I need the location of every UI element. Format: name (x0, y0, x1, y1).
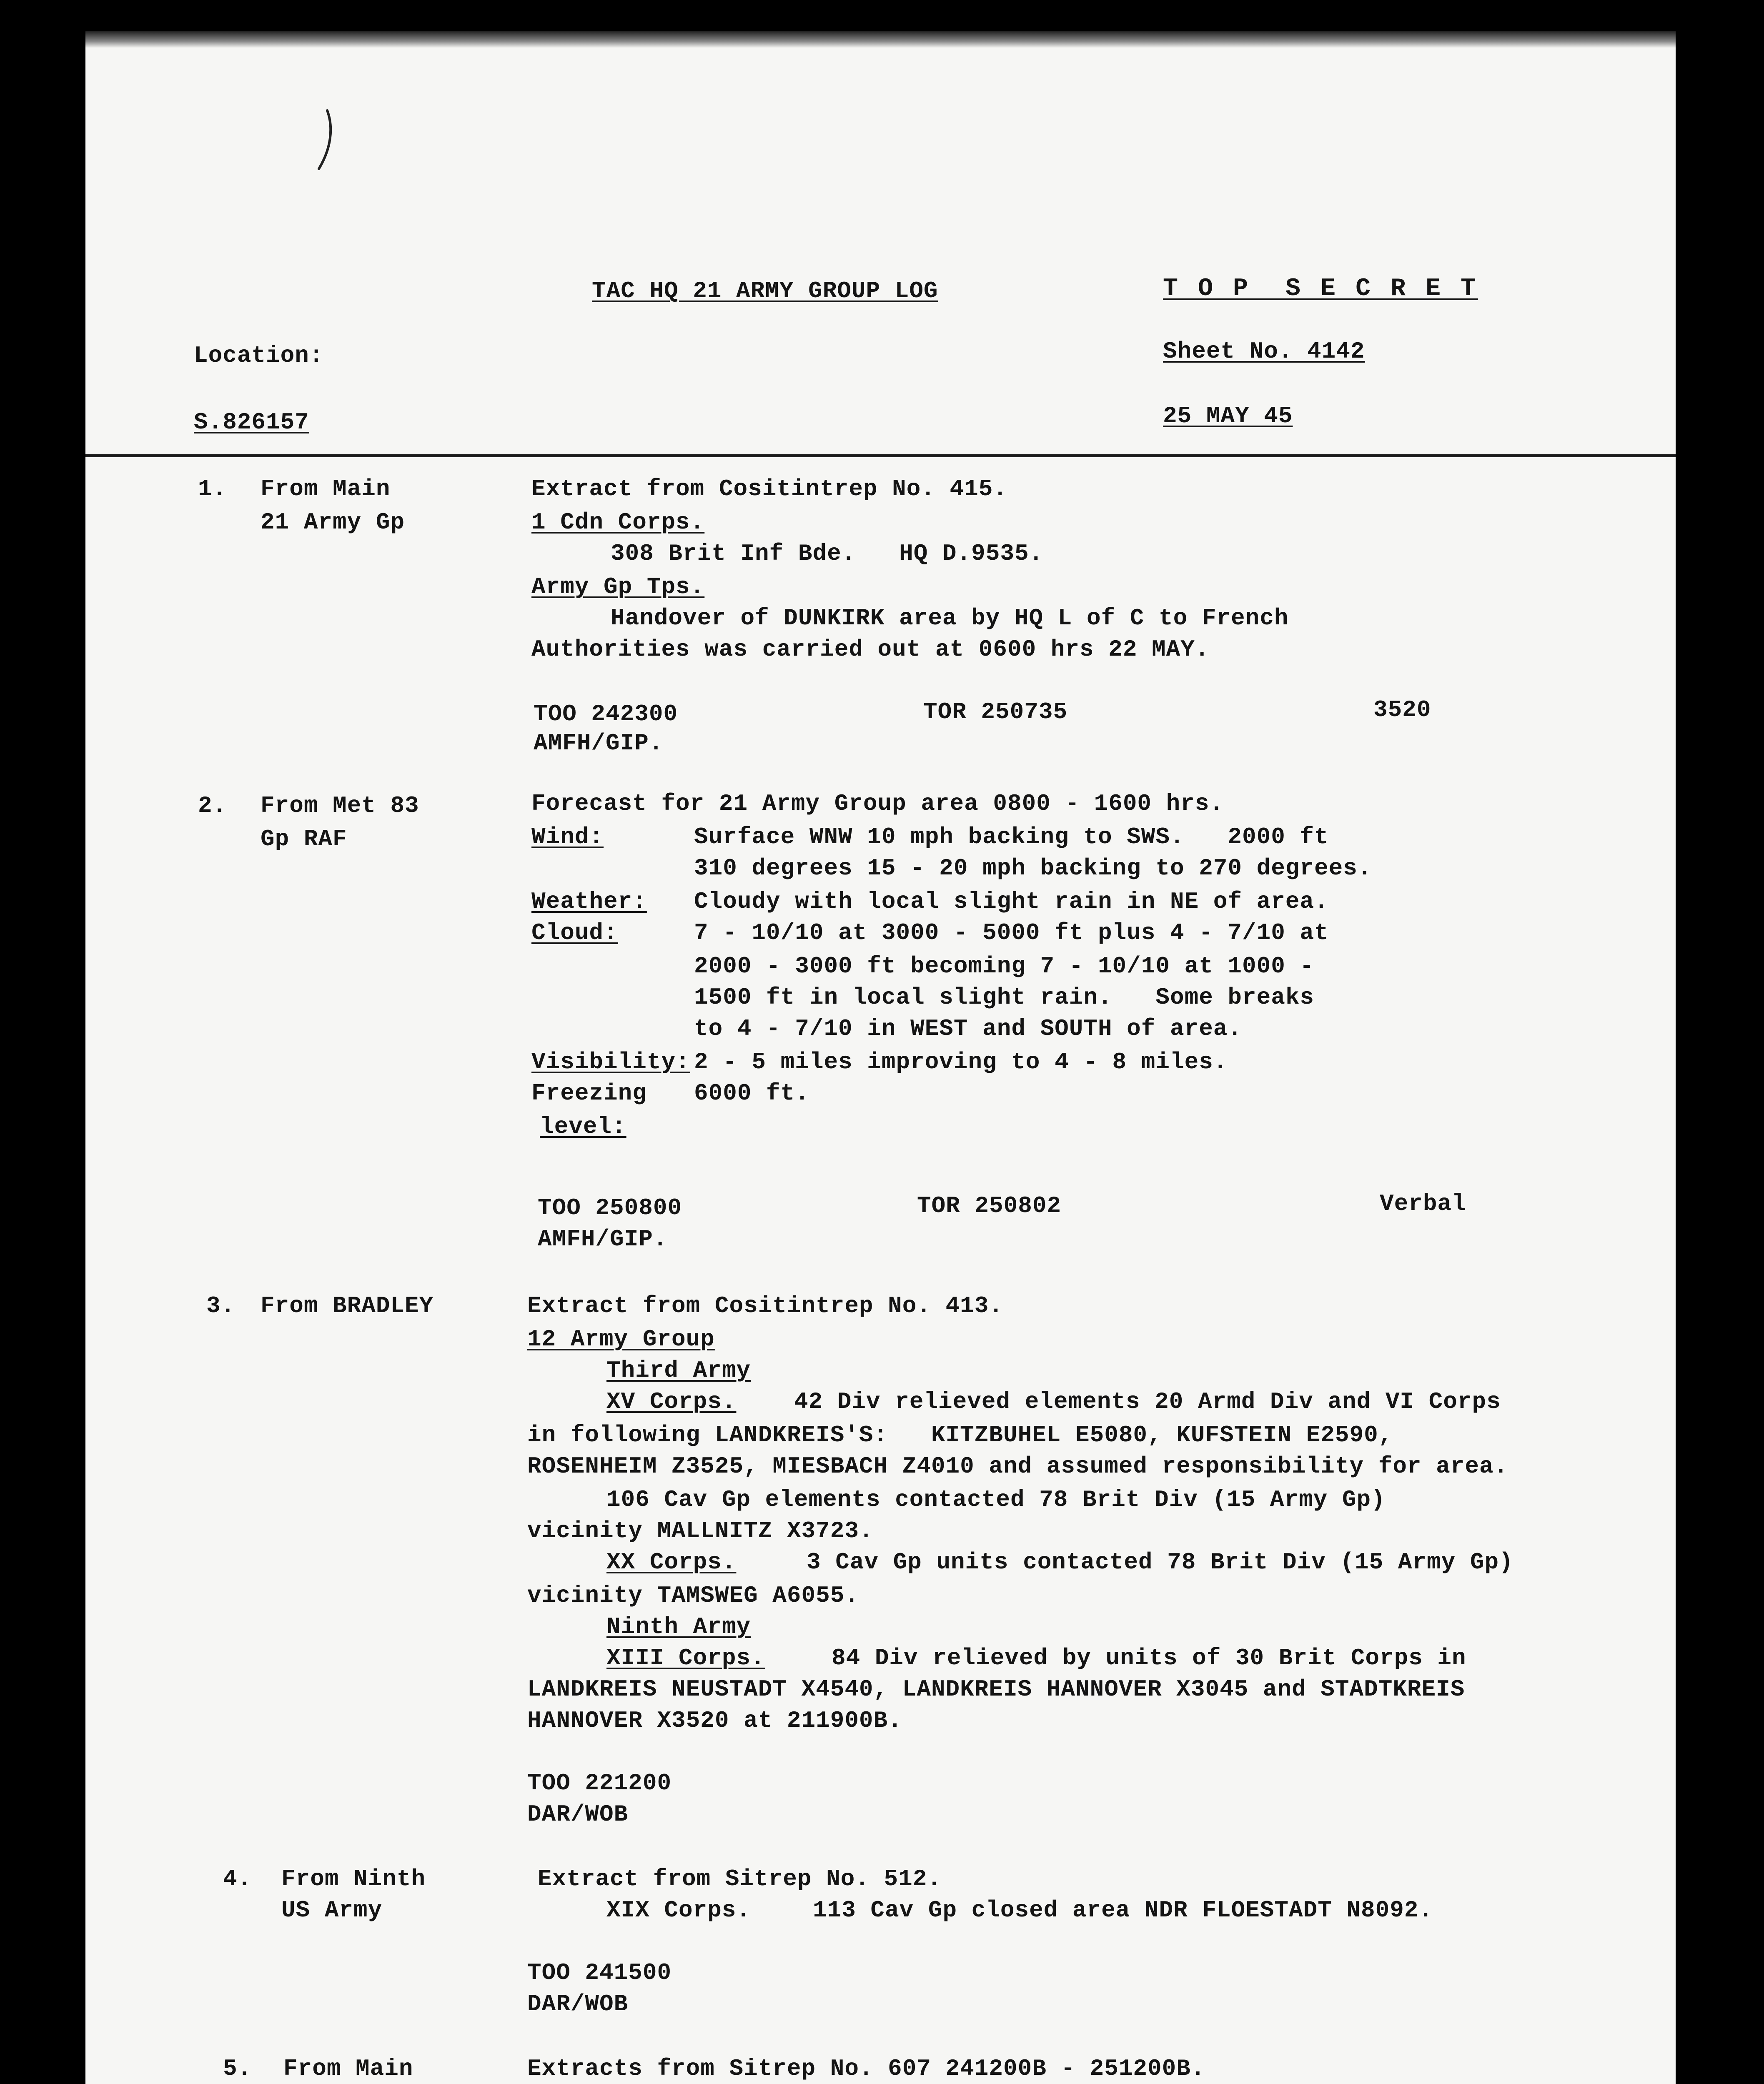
message-ref: 3520 (1373, 696, 1431, 723)
entry-text: 2000 - 3000 ft becoming 7 - 10/10 at 1000 - (694, 953, 1315, 979)
signature: AMFH/GIP. (534, 730, 664, 756)
location-value: S.826157 (194, 409, 309, 436)
field-label: Freezing (531, 1080, 647, 1107)
field-label: Weather: (531, 888, 647, 915)
entry-text: 1500 ft in local slight rain. Some breaks (694, 984, 1315, 1011)
entry-text: Authorities was carried out at 0600 hrs 22 MAY. (531, 636, 1210, 663)
entry-text: Army Gp Tps. (531, 574, 705, 600)
time-of-origin: TOO 242300 (534, 701, 678, 727)
header-rule (85, 454, 1676, 457)
signature: AMFH/GIP. (538, 1226, 668, 1252)
classification: T O P S E C R E T (1163, 275, 1478, 303)
time-of-receipt: TOR 250802 (917, 1192, 1062, 1219)
entry-text: Forecast for 21 Army Group area 0800 - 1600 hrs. (531, 790, 1224, 817)
signature: DAR/WOB (527, 1991, 629, 2017)
entry-text: Extract from Cositintrep No. 415. (531, 476, 1007, 502)
entry-text: ROSENHEIM Z3525, MIESBACH Z4010 and assumed responsibility for area. (527, 1453, 1508, 1480)
field-label: level: (540, 1113, 626, 1140)
entry-text: Extract from Sitrep No. 512. (538, 1866, 942, 1892)
signature: DAR/WOB (527, 1801, 629, 1828)
time-of-receipt: TOR 250735 (923, 699, 1068, 725)
entry-from: Gp RAF (261, 826, 347, 852)
entry-text: Surface WNW 10 mph backing to SWS. 2000 ft (694, 824, 1329, 850)
entry-text: 106 Cav Gp elements contacted 78 Brit Div (15 Army Gp) (606, 1486, 1386, 1513)
entry-text: 7 - 10/10 at 3000 - 5000 ft plus 4 - 7/10 at (694, 919, 1329, 946)
entry-text: in following LANDKREIS'S: KITZBUHEL E5080, KUFSTEIN E2590, (527, 1422, 1393, 1448)
document-page (85, 31, 1676, 2084)
entry-text: Handover of DUNKIRK area by HQ L of C to French (611, 605, 1289, 631)
entry-text: 3 Cav Gp units contacted 78 Brit Div (15 Army Gp) (807, 1549, 1513, 1576)
entry-from: From BRADLEY (261, 1292, 434, 1319)
pencil-tick (311, 106, 344, 173)
entry-text: XX Corps. (606, 1549, 737, 1576)
entry-text: XV Corps. (606, 1388, 737, 1415)
log-title: TAC HQ 21 ARMY GROUP LOG (592, 278, 938, 304)
entry-text: vicinity MALLNITZ X3723. (527, 1518, 874, 1544)
log-date: 25 MAY 45 (1163, 403, 1293, 429)
entry-number: 3. (206, 1292, 236, 1319)
entry-text: Ninth Army (606, 1613, 751, 1640)
entry-from: From Main (283, 2055, 413, 2082)
location-label: Location: (194, 342, 324, 369)
entry-text: HANNOVER X3520 at 211900B. (527, 1707, 902, 1734)
message-ref: Verbal (1380, 1190, 1466, 1217)
entry-text: XIX Corps. (606, 1897, 751, 1924)
entry-text: 1 Cdn Corps. (531, 509, 705, 536)
entry-text: LANDKREIS NEUSTADT X4540, LANDKREIS HANNOVER X3045 and STADTKREIS (527, 1676, 1465, 1703)
entry-from: From Ninth (281, 1866, 426, 1892)
entry-text: 308 Brit Inf Bde. HQ D.9535. (611, 540, 1044, 567)
time-of-origin: TOO 221200 (527, 1770, 672, 1796)
field-label: Visibility: (531, 1049, 690, 1075)
entry-text: 84 Div relieved by units of 30 Brit Corps in (832, 1645, 1466, 1671)
entry-text: 2 - 5 miles improving to 4 - 8 miles. (694, 1049, 1228, 1075)
field-label: Wind: (531, 824, 604, 850)
entry-text: 42 Div relieved elements 20 Armd Div and VI Corps (794, 1388, 1501, 1415)
entry-text: 113 Cav Gp closed area NDR FLOESTADT N8092. (813, 1897, 1433, 1924)
entry-text: Cloudy with local slight rain in NE of area. (694, 888, 1329, 915)
entry-text: vicinity TAMSWEG A6055. (527, 1582, 859, 1609)
entry-from: 21 Army Gp (261, 509, 405, 536)
entry-text: 12 Army Group (527, 1326, 715, 1353)
entry-text: 6000 ft. (694, 1080, 809, 1107)
time-of-origin: TOO 250800 (538, 1195, 682, 1221)
entry-number: 4. (223, 1866, 252, 1892)
entry-from: From Met 83 (261, 792, 419, 819)
entry-text: Extract from Cositintrep No. 413. (527, 1292, 1003, 1319)
time-of-origin: TOO 241500 (527, 1959, 672, 1986)
entry-number: 5. (223, 2055, 252, 2082)
entry-from: US Army (281, 1897, 383, 1924)
entry-from: From Main (261, 476, 391, 502)
entry-number: 1. (198, 476, 227, 502)
entry-text: XIII Corps. (606, 1645, 765, 1671)
field-label: Cloud: (531, 919, 618, 946)
entry-text: to 4 - 7/10 in WEST and SOUTH of area. (694, 1015, 1243, 1042)
entry-text: Third Army (606, 1357, 751, 1384)
sheet-number: Sheet No. 4142 (1163, 338, 1365, 365)
entry-text: Extracts from Sitrep No. 607 241200B - 251200B. (527, 2055, 1205, 2082)
entry-text: 310 degrees 15 - 20 mph backing to 270 degrees. (694, 855, 1372, 882)
entry-number: 2. (198, 792, 227, 819)
